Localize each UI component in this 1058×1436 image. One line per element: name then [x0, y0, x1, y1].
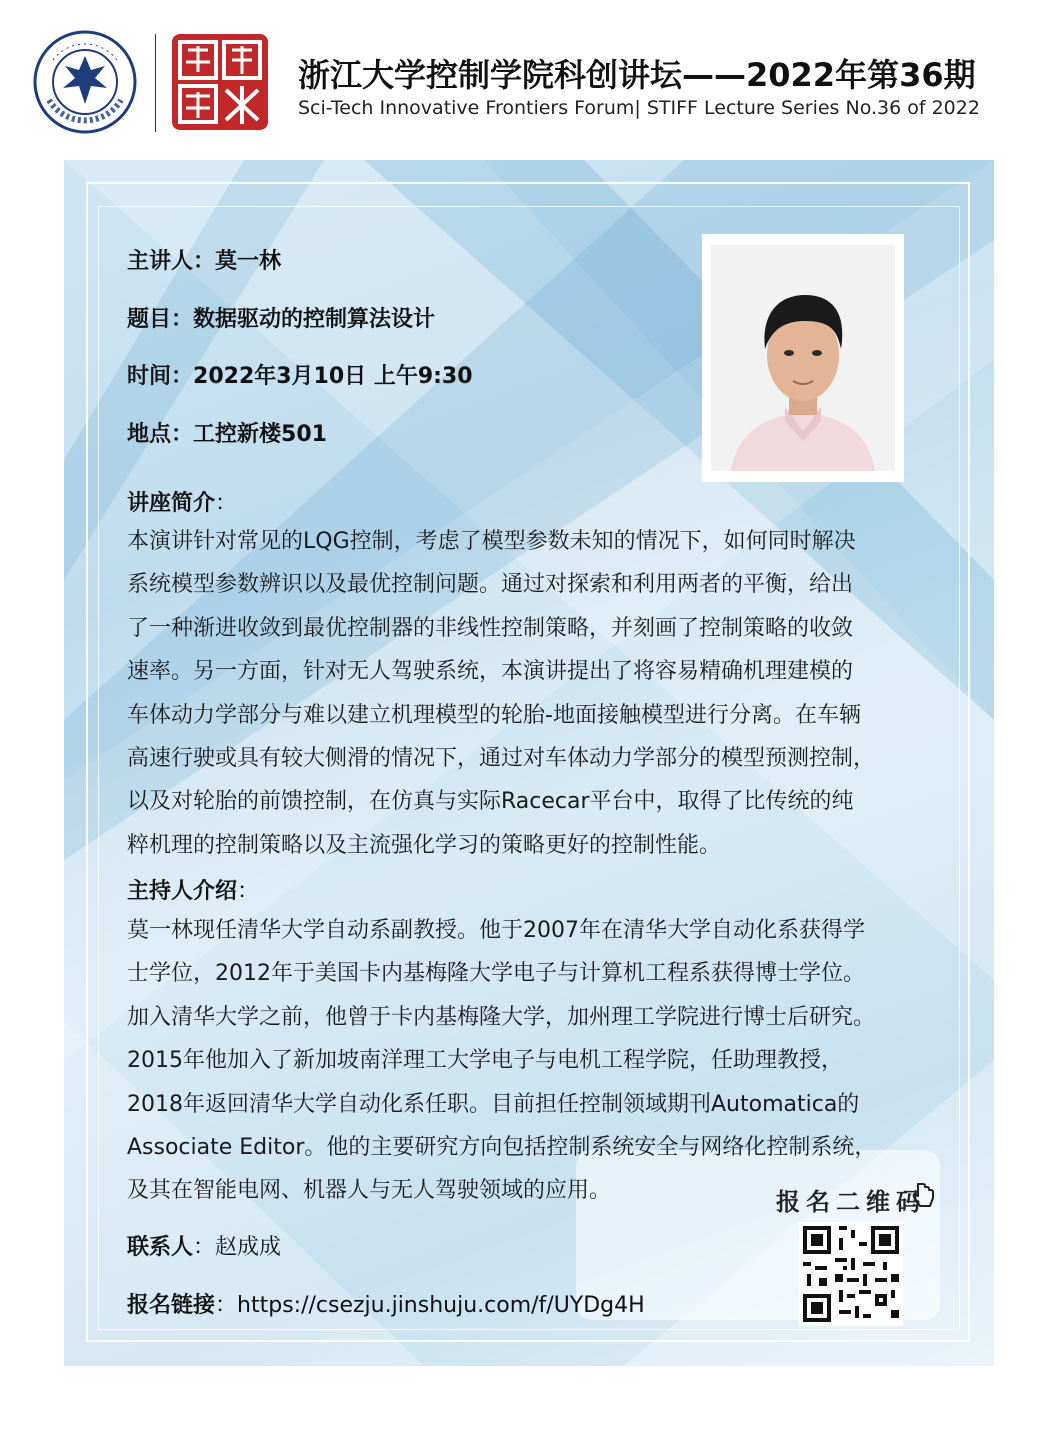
topic-value: 数据驱动的控制算法设计	[193, 307, 436, 332]
host-heading-colon: ：	[237, 879, 260, 904]
intro-line: 高速行驶或具有较大侧滑的情况下，通过对车体动力学部分的模型预测控制，	[127, 746, 876, 772]
red-seal-logo-icon	[170, 32, 270, 132]
intro-line: 系统模型参数辨识以及最优控制问题。通过对探索和利用两者的平衡，给出	[127, 572, 854, 598]
time-label: 时间：	[127, 364, 194, 389]
host-line: 及其在智能电网、机器人与无人驾驶领域的应用。	[127, 1178, 612, 1204]
qr-label: 报名二维码	[776, 1187, 926, 1216]
intro-line: 以及对轮胎的前馈控制，在仿真与实际Racecar平台中，取得了比传统的纯	[127, 789, 854, 815]
speaker-photo-frame	[702, 234, 904, 482]
host-line: Associate Editor。他的主要研究方向包括控制系统安全与网络化控制系统，	[127, 1135, 877, 1161]
intro-heading-text: 讲座简介	[127, 491, 216, 516]
speaker-name: 莫一林	[215, 249, 282, 274]
intro-line: 了一种渐进收敛到最优控制器的非线性控制策略，并刻画了控制策略的收敛	[127, 615, 854, 641]
zju-emblem-icon	[33, 30, 137, 134]
contact-line	[127, 1230, 281, 1261]
location-label: 地点：	[127, 422, 194, 447]
registration-line	[127, 1288, 645, 1319]
hand-pointer-icon	[912, 1182, 936, 1210]
registration-label: 报名链接	[127, 1293, 216, 1318]
contact-colon: ：	[193, 1235, 216, 1260]
host-heading-text: 主持人介绍	[127, 879, 238, 904]
time-value: 2022年3月10日 上午9:30	[193, 364, 473, 389]
location-value: 工控新楼501	[193, 422, 327, 447]
intro-line: 车体动力学部分与难以建立机理模型的轮胎-地面接触模型进行分离。在车辆	[127, 702, 861, 728]
poster-panel	[64, 160, 994, 1366]
intro-line: 本演讲针对常见的LQG控制，考虑了模型参数未知的情况下，如何同时解决	[127, 529, 856, 554]
registration-link[interactable]: https://csezju.jinshuju.com/f/UYDg4H	[237, 1293, 645, 1318]
intro-paragraph	[127, 520, 947, 867]
host-paragraph	[127, 909, 947, 1213]
qr-code-icon[interactable]	[799, 1222, 903, 1326]
location-field	[127, 417, 327, 448]
speaker-portrait-photo	[711, 245, 895, 471]
intro-line: 速率。另一方面，针对无人驾驶系统，本演讲提出了将容易精确机理建模的	[127, 659, 854, 685]
footer-margin	[0, 1366, 1058, 1436]
host-line: 2015年他加入了新加坡南洋理工大学电子与电机工程学院，任助理教授，	[127, 1048, 843, 1074]
intro-line: 粹机理的控制策略以及主流强化学习的策略更好的控制性能。	[127, 832, 722, 858]
host-line: 加入清华大学之前，他曾于卡内基梅隆大学，加州理工学院进行博士后研究。	[127, 1004, 876, 1030]
host-line: 莫一林现任清华大学自动系副教授。他于2007年在清华大学自动化系获得学	[127, 918, 865, 943]
registration-colon: ：	[215, 1293, 238, 1318]
host-line: 士学位，2012年于美国卡内基梅隆大学电子与计算机工程系获得博士学位。	[127, 961, 865, 987]
contact-name: 赵成成	[215, 1235, 282, 1260]
speaker-label: 主讲人：	[127, 249, 216, 274]
topic-field	[127, 302, 435, 333]
page-subtitle: Sci-Tech Innovative Frontiers Forum| STIFF Lecture Series No.36 of 2022	[298, 97, 980, 119]
intro-heading	[127, 486, 237, 517]
header	[0, 0, 1058, 160]
topic-label: 题目：	[127, 307, 194, 332]
time-field	[127, 359, 473, 390]
header-divider	[155, 34, 156, 132]
host-line: 2018年返回清华大学自动化系任职。目前担任控制领域期刊Automatica的	[127, 1091, 860, 1117]
speaker-field	[127, 244, 281, 275]
page-title: 浙江大学控制学院科创讲坛——2022年第36期	[298, 56, 976, 94]
contact-label: 联系人	[127, 1235, 194, 1260]
host-heading	[127, 874, 259, 905]
intro-heading-colon: ：	[215, 491, 238, 516]
